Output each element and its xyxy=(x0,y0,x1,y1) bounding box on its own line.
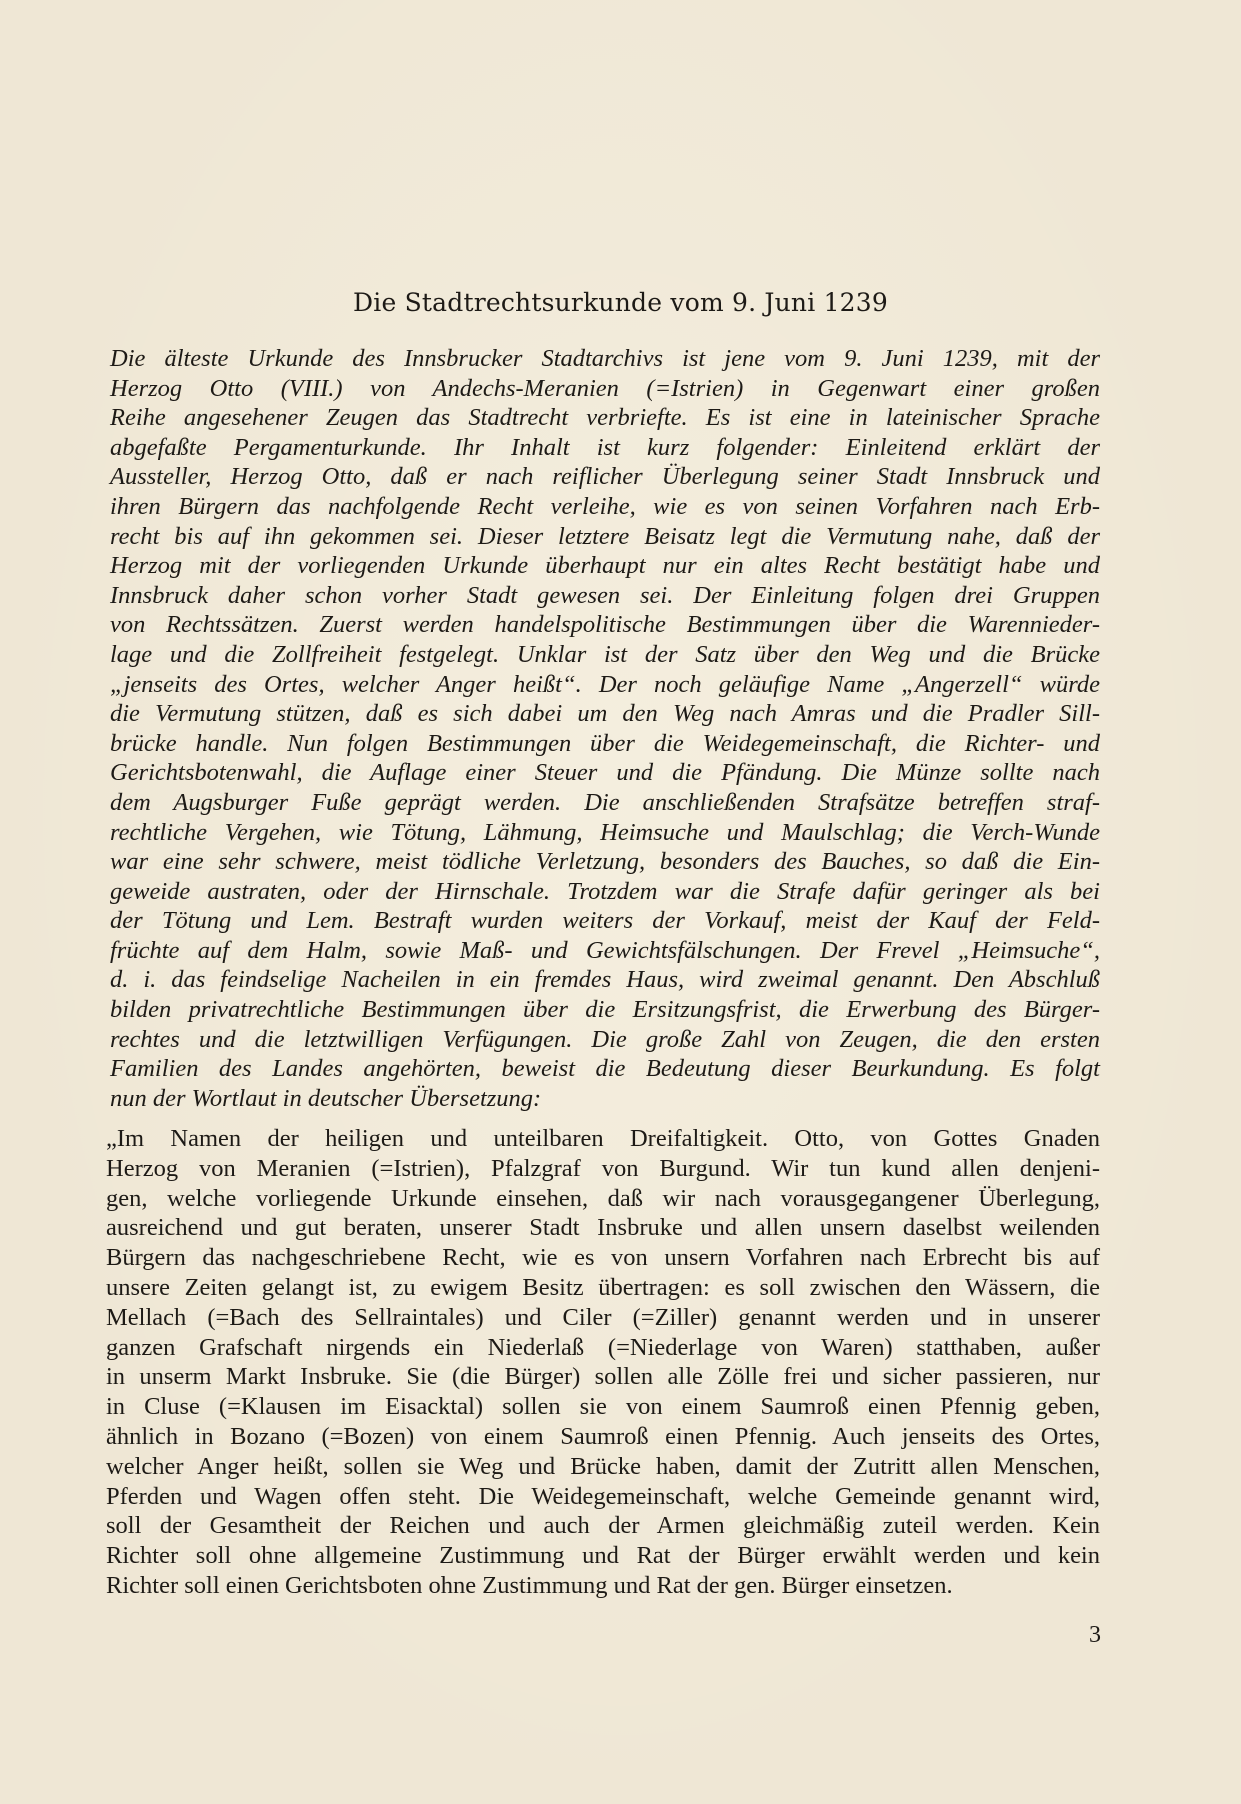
page-number: 3 xyxy=(1089,1622,1101,1648)
intro-text-line: Herzog mit der vorliegenden Urkunde überhaupt nur ein altes Recht bestätigt habe und xyxy=(110,552,1100,580)
translation-text-line: Pferden und Wagen offen steht. Die Weidegemeinschaft, welche Gemeinde genannt wird, xyxy=(106,1482,1100,1510)
translation-text-line: Richter soll ohne allgemeine Zustimmung und Rat der Bürger erwählt werden und kein xyxy=(106,1542,1100,1570)
translation-text-line: ähnlich in Bozano (=Bozen) von einem Saumroß einen Pfennig. Auch jenseits des Ortes, xyxy=(106,1422,1100,1450)
translation-text-line: Mellach (=Bach des Sellraintales) und Ciler (=Ziller) genannt werden und in unserer xyxy=(106,1303,1100,1331)
intro-text-line: abgefaßte Pergamenturkunde. Ihr Inhalt ist kurz folgender: Einleitend erklärt der xyxy=(110,433,1100,461)
translation-text-line: ganzen Grafschaft nirgends ein Niederlaß (=Niederlage von Waren) statthaben, außer xyxy=(106,1333,1100,1361)
translation-text-line: in unserm Markt Insbruke. Sie (die Bürger) sollen alle Zölle frei und sicher passieren, nur xyxy=(106,1363,1100,1391)
intro-text-line: brücke handle. Nun folgen Bestimmungen über die Weidegemeinschaft, die Richter- und xyxy=(110,729,1100,757)
intro-text-line: die Vermutung stützen, daß es sich dabei um den Weg nach Amras und die Pradler Sill- xyxy=(110,700,1100,728)
translation-text-line: unsere Zeiten gelangt ist, zu ewigem Besitz übertragen: es soll zwischen den Wässern, die xyxy=(106,1273,1100,1301)
intro-text-line: Die älteste Urkunde des Innsbrucker Stadtarchivs ist jene vom 9. Juni 1239, mit der xyxy=(110,345,1100,372)
translation-text-line: soll der Gesamtheit der Reichen und auch der Armen gleichmäßig zuteil werden. Kein xyxy=(106,1512,1100,1540)
intro-text-line: von Rechtssätzen. Zuerst werden handelspolitische Bestimmungen über die Warennieder- xyxy=(110,611,1100,639)
intro-text-line: Aussteller, Herzog Otto, daß er nach reiflicher Überlegung seiner Stadt Innsbruck und xyxy=(110,463,1100,491)
intro-paragraph xyxy=(110,344,1100,1113)
intro-text-line: Innsbruck daher schon vorher Stadt gewesen sei. Der Einleitung folgen drei Gruppen xyxy=(110,581,1100,609)
intro-text-line: d. i. das feindselige Nacheilen in ein fremdes Haus, wird zweimal genannt. Den Abschluß xyxy=(110,966,1100,994)
intro-text-line: rechtes und die letztwilligen Verfügungen. Die große Zahl von Zeugen, die den ersten xyxy=(110,1025,1100,1053)
translation-text-line: Bürgern das nachgeschriebene Recht, wie es von unsern Vorfahren nach Erbrecht bis auf xyxy=(106,1244,1100,1272)
intro-text-line: recht bis auf ihn gekommen sei. Dieser letztere Beisatz legt die Vermutung nahe, daß der xyxy=(110,522,1100,550)
intro-text-line: war eine sehr schwere, meist tödliche Verletzung, besonders des Bauches, so daß die Ein- xyxy=(110,848,1100,876)
intro-text-line: dem Augsburger Fuße geprägt werden. Die anschließenden Strafsätze betreffen straf- xyxy=(110,788,1100,816)
intro-text-line: rechtliche Vergehen, wie Tötung, Lähmung, Heimsuche und Maulschlag; die Verch-Wunde xyxy=(110,818,1100,846)
translation-text-line: Richter soll einen Gerichtsboten ohne Zustimmung und Rat der gen. Bürger einsetzen. xyxy=(106,1571,953,1599)
translation-text-line: ausreichend und gut beraten, unserer Stadt Insbruke und allen unsern daselbst weilenden xyxy=(106,1214,1100,1242)
intro-text-line: der Tötung und Lem. Bestraft wurden weiters der Vorkauf, meist der Kauf der Feld- xyxy=(110,907,1100,935)
intro-text-line: Herzog Otto (VIII.) von Andechs-Meranien (=Istrien) in Gegenwart einer großen xyxy=(110,374,1100,402)
intro-text-line: bilden privatrechtliche Bestimmungen über die Ersitzungsfrist, die Erwerbung des Bürger- xyxy=(110,996,1100,1024)
intro-text-line: lage und die Zollfreiheit festgelegt. Unklar ist der Satz über den Weg und die Brücke xyxy=(110,640,1100,668)
translation-paragraph xyxy=(106,1124,1100,1601)
intro-text-line: Gerichtsbotenwahl, die Auflage einer Steuer und die Pfändung. Die Münze sollte nach xyxy=(110,759,1100,787)
intro-text-line: Reihe angesehener Zeugen das Stadtrecht verbriefte. Es ist eine in lateinischer Sprache xyxy=(110,404,1100,432)
translation-text-line: welcher Anger heißt, sollen sie Weg und Brücke haben, damit der Zutritt allen Menschen, xyxy=(106,1452,1100,1480)
intro-text-line: Familien des Landes angehörten, beweist die Bedeutung dieser Beurkundung. Es folgt xyxy=(110,1055,1100,1083)
intro-text-line: geweide austraten, oder der Hirnschale. Trotzdem war die Strafe dafür geringer als bei xyxy=(110,877,1100,905)
intro-text-line: nun der Wortlaut in deutscher Übersetzung: xyxy=(110,1084,542,1112)
intro-text-line: ihren Bürgern das nachfolgende Recht verleihe, wie es von seinen Vorfahren nach Erb- xyxy=(110,492,1100,520)
translation-text-line: in Cluse (=Klausen im Eisacktal) sollen sie von einem Saumroß einen Pfennig geben, xyxy=(106,1393,1100,1421)
translation-text-line: gen, welche vorliegende Urkunde einsehen, daß wir nach vorausgegangener Überlegung, xyxy=(106,1184,1100,1212)
translation-text-line: „Im Namen der heiligen und unteilbaren Dreifaltigkeit. Otto, von Gottes Gnaden xyxy=(106,1125,1100,1152)
page-title: Die Stadtrechtsurkunde vom 9. Juni 1239 xyxy=(353,288,888,317)
translation-text-line: Herzog von Meranien (=Istrien), Pfalzgraf von Burgund. Wir tun kund allen denjeni- xyxy=(106,1154,1100,1182)
intro-text-line: „jenseits des Ortes, welcher Anger heißt“. Der noch geläufige Name „Angerzell“ würde xyxy=(110,670,1100,698)
intro-text-line: früchte auf dem Halm, sowie Maß- und Gewichtsfälschungen. Der Frevel „Heimsuche“, xyxy=(110,936,1100,964)
